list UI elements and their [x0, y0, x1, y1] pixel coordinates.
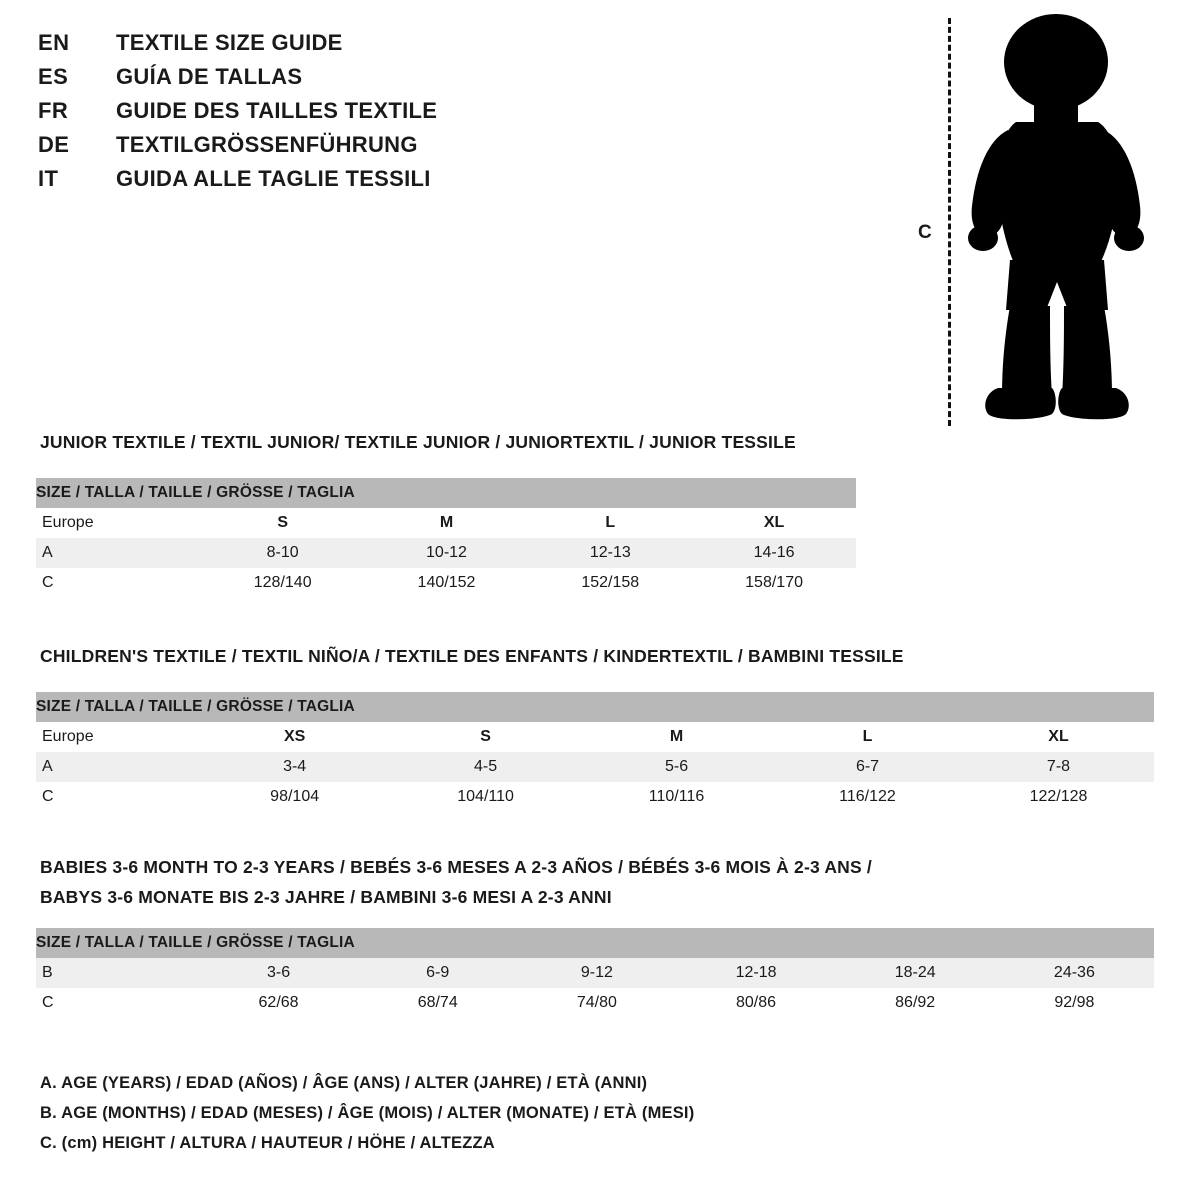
- legend-line-a: A. AGE (YEARS) / EDAD (AÑOS) / ÂGE (ANS) / ALTER (JAHRE) / ETÀ (ANNI): [40, 1074, 648, 1092]
- height-measure-figure: [900, 10, 1160, 430]
- language-code: IT: [38, 166, 59, 191]
- size-cell: M: [581, 722, 772, 752]
- measure-label-c: C: [918, 222, 932, 243]
- size-cell: L: [528, 508, 692, 538]
- value-cell: 12-13: [528, 538, 692, 568]
- section-title-babies-line1: BABIES 3-6 MONTH TO 2-3 YEARS / BEBÉS 3-6 MESES A 2-3 AÑOS / BÉBÉS 3-6 MOIS À 2-3 ANS /: [40, 857, 872, 877]
- language-row: [38, 132, 658, 166]
- value-cell: 98/104: [199, 782, 390, 812]
- value-cell: 116/122: [772, 782, 963, 812]
- language-row: [38, 98, 658, 132]
- table-row: [36, 988, 1154, 1018]
- table-row: [36, 752, 1154, 782]
- table-babies: [36, 928, 1154, 1018]
- size-cell: M: [365, 508, 529, 538]
- row-label: Europe: [36, 508, 201, 538]
- value-cell: 3-6: [199, 958, 358, 988]
- table-band-row: [36, 928, 1154, 958]
- row-label: A: [36, 752, 199, 782]
- value-cell: 140/152: [365, 568, 529, 598]
- value-cell: 62/68: [199, 988, 358, 1018]
- language-code: DE: [38, 132, 70, 157]
- value-cell: 152/158: [528, 568, 692, 598]
- value-cell: 12-18: [676, 958, 835, 988]
- table-children: [36, 692, 1154, 812]
- value-cell: 9-12: [517, 958, 676, 988]
- table-row: [36, 958, 1154, 988]
- value-cell: 80/86: [676, 988, 835, 1018]
- table-row: [36, 782, 1154, 812]
- value-cell: 6-7: [772, 752, 963, 782]
- row-label: Europe: [36, 722, 199, 752]
- language-title: TEXTILGRÖSSENFÜHRUNG: [116, 132, 418, 157]
- size-cell: S: [201, 508, 365, 538]
- value-cell: 6-9: [358, 958, 517, 988]
- language-code: EN: [38, 30, 70, 55]
- table-band-label: SIZE / TALLA / TAILLE / GRÖSSE / TAGLIA: [36, 478, 856, 508]
- size-cell: XL: [692, 508, 856, 538]
- toddler-silhouette-icon: [958, 10, 1158, 425]
- value-cell: 24-36: [995, 958, 1154, 988]
- section-title-children: CHILDREN'S TEXTILE / TEXTIL NIÑO/A / TEXTILE DES ENFANTS / KINDERTEXTIL / BAMBINI TESSILE: [40, 646, 904, 666]
- table-row: [36, 722, 1154, 752]
- language-row: [38, 64, 658, 98]
- language-row: [38, 166, 658, 200]
- value-cell: 3-4: [199, 752, 390, 782]
- language-title: GUÍA DE TALLAS: [116, 64, 303, 89]
- row-label: B: [36, 958, 199, 988]
- value-cell: 14-16: [692, 538, 856, 568]
- value-cell: 5-6: [581, 752, 772, 782]
- value-cell: 122/128: [963, 782, 1154, 812]
- value-cell: 7-8: [963, 752, 1154, 782]
- size-cell: L: [772, 722, 963, 752]
- size-cell: XL: [963, 722, 1154, 752]
- value-cell: 8-10: [201, 538, 365, 568]
- measure-dashed-line: [948, 18, 951, 426]
- value-cell: 158/170: [692, 568, 856, 598]
- row-label: A: [36, 538, 201, 568]
- row-label: C: [36, 568, 201, 598]
- section-title-babies: [40, 852, 872, 912]
- language-title-block: [38, 30, 658, 200]
- value-cell: 18-24: [836, 958, 995, 988]
- row-label: C: [36, 988, 199, 1018]
- language-row: [38, 30, 658, 64]
- table-band-label: SIZE / TALLA / TAILLE / GRÖSSE / TAGLIA: [36, 928, 1154, 958]
- table-row: [36, 568, 856, 598]
- legend-line-c: C. (cm) HEIGHT / ALTURA / HAUTEUR / HÖHE / ALTEZZA: [40, 1134, 495, 1152]
- value-cell: 92/98: [995, 988, 1154, 1018]
- language-title: GUIDA ALLE TAGLIE TESSILI: [116, 166, 431, 191]
- value-cell: 128/140: [201, 568, 365, 598]
- row-label: C: [36, 782, 199, 812]
- language-code: FR: [38, 98, 69, 123]
- section-title-junior: JUNIOR TEXTILE / TEXTIL JUNIOR/ TEXTILE JUNIOR / JUNIORTEXTIL / JUNIOR TESSILE: [40, 432, 796, 452]
- legend-line-b: B. AGE (MONTHS) / EDAD (MESES) / ÂGE (MOIS) / ALTER (MONATE) / ETÀ (MESI): [40, 1104, 695, 1122]
- value-cell: 68/74: [358, 988, 517, 1018]
- section-title-babies-line2: BABYS 3-6 MONATE BIS 2-3 JAHRE / BAMBINI 3-6 MESI A 2-3 ANNI: [40, 887, 612, 907]
- language-code: ES: [38, 64, 69, 89]
- table-row: [36, 508, 856, 538]
- table-band-row: [36, 478, 856, 508]
- value-cell: 110/116: [581, 782, 772, 812]
- legend-block: [40, 1068, 694, 1158]
- language-title: TEXTILE SIZE GUIDE: [116, 30, 343, 55]
- language-title: GUIDE DES TAILLES TEXTILE: [116, 98, 438, 123]
- value-cell: 104/110: [390, 782, 581, 812]
- value-cell: 74/80: [517, 988, 676, 1018]
- table-band-label: SIZE / TALLA / TAILLE / GRÖSSE / TAGLIA: [36, 692, 1154, 722]
- table-row: [36, 538, 856, 568]
- value-cell: 10-12: [365, 538, 529, 568]
- table-junior: [36, 478, 856, 598]
- value-cell: 4-5: [390, 752, 581, 782]
- size-cell: S: [390, 722, 581, 752]
- size-cell: XS: [199, 722, 390, 752]
- value-cell: 86/92: [836, 988, 995, 1018]
- table-band-row: [36, 692, 1154, 722]
